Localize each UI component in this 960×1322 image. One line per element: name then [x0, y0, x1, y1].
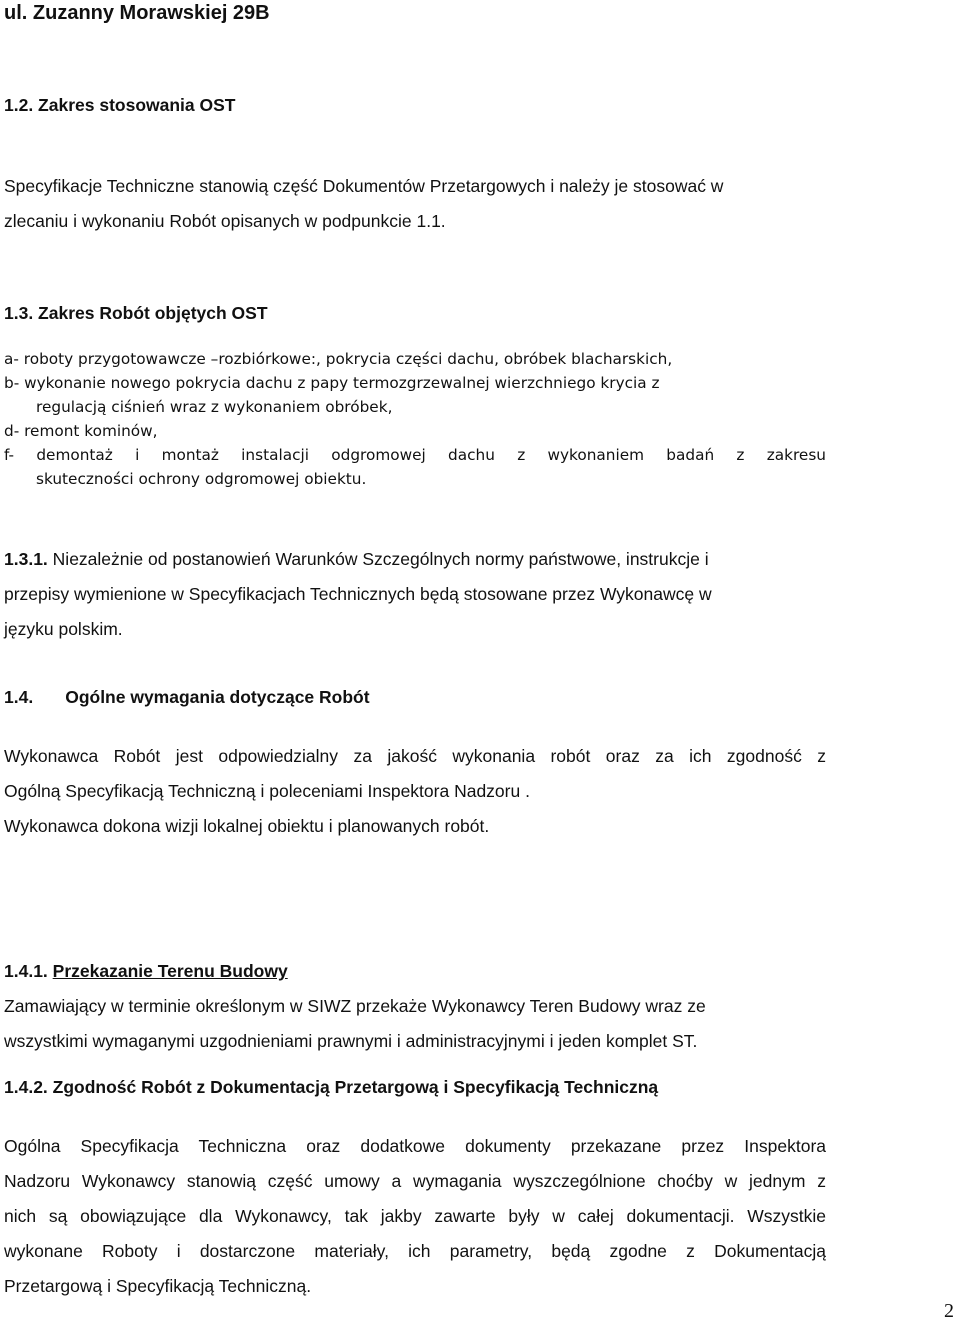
- section-1-4-2-line-1: Ogólna Specyfikacja Techniczna oraz dodatkowe dokumenty przekazane przez Inspektora: [4, 1136, 826, 1156]
- section-1-4-heading: [4, 686, 370, 708]
- section-1-3-1-number: 1.3.1.: [4, 549, 48, 569]
- scope-item-b: b- wykonanie nowego pokrycia dachu z papy termozgrzewalnej wierzchniego krycia z: [4, 374, 660, 392]
- section-1-4-2-line-4: wykonane Roboty i dostarczone materiały, ich parametry, będą zgodne z Dokumentacją: [4, 1241, 826, 1261]
- scope-item-d: d- remont kominów,: [4, 422, 158, 440]
- section-1-4-2-line-5: Przetargową i Specyfikacją Techniczną.: [4, 1276, 312, 1296]
- section-1-4-1-title: Przekazanie Terenu Budowy: [52, 961, 288, 981]
- section-1-3-1-line-3: języku polskim.: [4, 619, 123, 639]
- section-1-4-line-1: Wykonawca Robót jest odpowiedzialny za jakość wykonania robót oraz za ich zgodność z: [4, 746, 826, 766]
- section-1-4-1-line-2: wszystkimi wymaganymi uzgodnieniami prawnymi i administracyjnymi i jeden komplet ST.: [4, 1031, 698, 1051]
- section-1-3-1-line-1: [4, 548, 709, 570]
- section-1-4-title: Ogólne wymagania dotyczące Robót: [65, 687, 370, 707]
- section-1-4-2-line-2: Nadzoru Wykonawcy stanowią część umowy a wymagania wyszczególnione choćby w jednym z: [4, 1171, 826, 1191]
- section-1-2-heading: 1.2. Zakres stosowania OST: [4, 95, 236, 115]
- section-1-4-2-heading: 1.4.2. Zgodność Robót z Dokumentacją Przetargową i Specyfikacją Techniczną: [4, 1077, 659, 1097]
- section-1-4-1-line-1: Zamawiający w terminie określonym w SIWZ przekaże Wykonawcy Teren Budowy wraz ze: [4, 996, 706, 1016]
- section-1-2-line-2: zlecaniu i wykonaniu Robót opisanych w podpunkcie 1.1.: [4, 211, 446, 231]
- section-1-2-line-1: Specyfikacje Techniczne stanowią część Dokumentów Przetargowych i należy je stosować w: [4, 176, 724, 196]
- address-header: ul. Zuzanny Morawskiej 29B: [4, 2, 270, 24]
- section-1-4-number: 1.4.: [4, 687, 34, 707]
- section-1-4-line-3: Wykonawca dokona wizji lokalnej obiektu i planowanych robót.: [4, 816, 490, 836]
- section-1-3-heading: 1.3. Zakres Robót objętych OST: [4, 303, 268, 323]
- scope-item-f-cont: skuteczności ochrony odgromowej obiektu.: [36, 470, 367, 488]
- section-1-3-1-text-1: Niezależnie od postanowień Warunków Szczególnych normy państwowe, instrukcje i: [52, 549, 709, 569]
- section-1-4-1-heading: [4, 960, 288, 982]
- section-1-4-line-2: Ogólną Specyfikacją Techniczną i poleceniami Inspektora Nadzoru .: [4, 781, 530, 801]
- scope-item-b-cont: regulacją ciśnień wraz z wykonaniem obróbek,: [36, 398, 393, 416]
- section-1-4-2-line-3: nich są obowiązujące dla Wykonawcy, tak jakby zawarte były w całej dokumentacji. Wszystkie: [4, 1206, 826, 1226]
- section-1-4-1-number: 1.4.1.: [4, 961, 48, 981]
- scope-item-a: a- roboty przygotowawcze –rozbiórkowe:, pokrycia części dachu, obróbek blacharskich,: [4, 350, 673, 368]
- section-1-3-1-line-2: przepisy wymienione w Specyfikacjach Technicznych będą stosowane przez Wykonawcę w: [4, 584, 712, 604]
- scope-item-f: f- demontaż i montaż instalacji odgromowej dachu z wykonaniem badań z zakresu: [4, 446, 826, 464]
- page-number: 2: [944, 1300, 954, 1322]
